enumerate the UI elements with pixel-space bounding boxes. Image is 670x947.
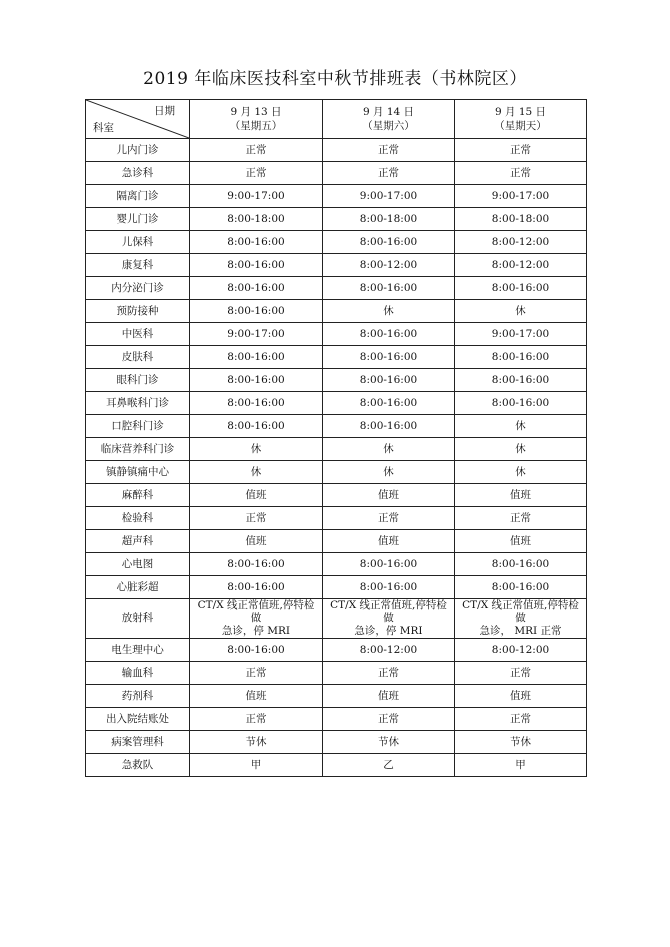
schedule-cell	[190, 599, 323, 639]
schedule-table	[85, 99, 587, 777]
schedule-line: CT/X 线正常值班,停特检做	[330, 599, 447, 624]
dept-cell: 眼科门诊	[86, 369, 190, 392]
schedule-cell: 值班	[323, 484, 455, 507]
schedule-line: 急诊，停 MRI	[221, 625, 291, 637]
schedule-cell: 休	[323, 438, 455, 461]
table-row	[86, 162, 587, 185]
schedule-cell: 值班	[323, 530, 455, 553]
schedule-cell: 节休	[323, 731, 455, 754]
schedule-cell: 值班	[190, 685, 323, 708]
schedule-cell	[323, 599, 455, 639]
schedule-cell: 值班	[455, 484, 587, 507]
schedule-cell: 值班	[190, 484, 323, 507]
schedule-cell: 8:00-18:00	[455, 208, 587, 231]
day-header-3	[455, 100, 587, 139]
schedule-cell: 8:00-18:00	[190, 208, 323, 231]
schedule-cell: 休	[323, 461, 455, 484]
dept-cell: 皮肤科	[86, 346, 190, 369]
schedule-cell: 8:00-16:00	[190, 231, 323, 254]
corner-label-date: 日期	[154, 105, 175, 117]
table-row	[86, 685, 587, 708]
schedule-cell: 正常	[323, 139, 455, 162]
table-row	[86, 754, 587, 777]
schedule-cell: 8:00-16:00	[323, 369, 455, 392]
dept-cell: 耳鼻喉科门诊	[86, 392, 190, 415]
schedule-cell: 休	[455, 438, 587, 461]
schedule-cell: 8:00-16:00	[190, 369, 323, 392]
schedule-cell: 8:00-12:00	[323, 254, 455, 277]
schedule-cell: 8:00-16:00	[190, 392, 323, 415]
schedule-cell: 8:00-16:00	[190, 639, 323, 662]
schedule-cell: 8:00-16:00	[190, 415, 323, 438]
schedule-cell: 休	[455, 461, 587, 484]
day-header-1	[190, 100, 323, 139]
schedule-cell: 正常	[190, 662, 323, 685]
schedule-cell: 正常	[323, 507, 455, 530]
day-date: 9 月 15 日	[494, 106, 547, 118]
dept-cell: 内分泌门诊	[86, 277, 190, 300]
dept-cell: 镇静镇痛中心	[86, 461, 190, 484]
schedule-cell: 8:00-16:00	[190, 553, 323, 576]
corner-header-cell	[86, 100, 190, 139]
schedule-cell: 甲	[190, 754, 323, 777]
schedule-cell: 9:00-17:00	[455, 185, 587, 208]
table-row	[86, 507, 587, 530]
day-weekday: （星期五）	[229, 120, 283, 132]
schedule-cell: 正常	[323, 708, 455, 731]
schedule-cell: 正常	[190, 507, 323, 530]
schedule-cell: 正常	[455, 162, 587, 185]
schedule-cell: 8:00-16:00	[323, 415, 455, 438]
day-header-2	[323, 100, 455, 139]
schedule-cell: 节休	[190, 731, 323, 754]
dept-cell: 检验科	[86, 507, 190, 530]
schedule-cell: 8:00-16:00	[190, 254, 323, 277]
schedule-cell: 正常	[455, 139, 587, 162]
schedule-cell: 正常	[323, 662, 455, 685]
schedule-cell: 8:00-16:00	[190, 300, 323, 323]
dept-cell: 放射科	[86, 599, 190, 639]
table-row	[86, 461, 587, 484]
dept-cell: 婴儿门诊	[86, 208, 190, 231]
dept-cell: 输血科	[86, 662, 190, 685]
schedule-cell: 节休	[455, 731, 587, 754]
table-row	[86, 323, 587, 346]
schedule-cell: 甲	[455, 754, 587, 777]
table-row	[86, 208, 587, 231]
schedule-cell: 正常	[455, 708, 587, 731]
schedule-cell: 8:00-16:00	[323, 346, 455, 369]
schedule-cell: 值班	[455, 685, 587, 708]
table-row	[86, 662, 587, 685]
schedule-cell: 休	[455, 415, 587, 438]
schedule-cell: 8:00-16:00	[323, 553, 455, 576]
day-weekday: （星期六）	[362, 120, 415, 132]
schedule-cell: 8:00-16:00	[323, 231, 455, 254]
schedule-cell: 9:00-17:00	[323, 185, 455, 208]
schedule-cell: 值班	[323, 685, 455, 708]
dept-cell: 康复科	[86, 254, 190, 277]
table-row	[86, 369, 587, 392]
schedule-cell: 8:00-12:00	[455, 254, 587, 277]
table-row	[86, 277, 587, 300]
dept-cell: 中医科	[86, 323, 190, 346]
table-row	[86, 438, 587, 461]
table-row	[86, 254, 587, 277]
schedule-cell: 休	[190, 438, 323, 461]
dept-cell: 急诊科	[86, 162, 190, 185]
schedule-cell: 休	[455, 300, 587, 323]
schedule-cell: 正常	[190, 708, 323, 731]
day-date: 9 月 13 日	[230, 106, 282, 118]
schedule-cell: 8:00-16:00	[455, 553, 587, 576]
dept-cell: 电生理中心	[86, 639, 190, 662]
day-date: 9 月 14 日	[362, 106, 415, 118]
schedule-cell: 休	[323, 300, 455, 323]
schedule-cell: 9:00-17:00	[455, 323, 587, 346]
schedule-cell: 8:00-12:00	[455, 639, 587, 662]
schedule-cell	[455, 599, 587, 639]
schedule-cell: 8:00-16:00	[190, 277, 323, 300]
day-weekday: （星期天）	[494, 120, 547, 132]
schedule-cell: 9:00-17:00	[190, 323, 323, 346]
schedule-cell: 正常	[323, 162, 455, 185]
table-row	[86, 139, 587, 162]
table-row	[86, 484, 587, 507]
schedule-line: 急诊，停 MRI	[354, 625, 423, 637]
schedule-cell: 8:00-18:00	[323, 208, 455, 231]
table-row	[86, 231, 587, 254]
dept-cell: 预防接种	[86, 300, 190, 323]
schedule-cell: 乙	[323, 754, 455, 777]
schedule-cell: 8:00-16:00	[323, 277, 455, 300]
schedule-cell: 8:00-16:00	[323, 392, 455, 415]
schedule-cell: 8:00-16:00	[455, 369, 587, 392]
schedule-cell: 9:00-17:00	[190, 185, 323, 208]
schedule-cell: 值班	[455, 530, 587, 553]
schedule-line: 急诊， MRI 正常	[479, 625, 562, 637]
schedule-cell: 8:00-16:00	[323, 576, 455, 599]
dept-cell: 心脏彩超	[86, 576, 190, 599]
schedule-cell: 正常	[190, 162, 323, 185]
schedule-cell: 正常	[455, 662, 587, 685]
schedule-cell: 正常	[455, 507, 587, 530]
schedule-cell: 8:00-16:00	[190, 576, 323, 599]
dept-cell: 临床营养科门诊	[86, 438, 190, 461]
table-row	[86, 639, 587, 662]
dept-cell: 儿保科	[86, 231, 190, 254]
dept-cell: 麻醉科	[86, 484, 190, 507]
table-row	[86, 346, 587, 369]
corner-label-dept: 科室	[93, 122, 114, 134]
schedule-cell: 8:00-16:00	[455, 277, 587, 300]
dept-cell: 心电图	[86, 553, 190, 576]
dept-cell: 儿内门诊	[86, 139, 190, 162]
table-row	[86, 599, 587, 639]
dept-cell: 急救队	[86, 754, 190, 777]
table-row	[86, 708, 587, 731]
dept-cell: 药剂科	[86, 685, 190, 708]
schedule-line: CT/X 线正常值班,停特检做	[197, 599, 315, 624]
schedule-cell: 8:00-16:00	[190, 346, 323, 369]
page-title: 2019 年临床医技科室中秋节排班表（书林院区）	[143, 69, 527, 89]
schedule-cell: 8:00-16:00	[323, 323, 455, 346]
table-row	[86, 576, 587, 599]
table-row	[86, 553, 587, 576]
dept-cell: 隔离门诊	[86, 185, 190, 208]
dept-cell: 病案管理科	[86, 731, 190, 754]
schedule-cell: 8:00-16:00	[455, 392, 587, 415]
table-row	[86, 415, 587, 438]
schedule-cell: 8:00-16:00	[455, 576, 587, 599]
dept-cell: 超声科	[86, 530, 190, 553]
schedule-cell: 值班	[190, 530, 323, 553]
table-header-row	[86, 100, 587, 139]
schedule-cell: 正常	[190, 139, 323, 162]
table-row	[86, 185, 587, 208]
table-row	[86, 530, 587, 553]
schedule-cell: 8:00-12:00	[323, 639, 455, 662]
schedule-line: CT/X 线正常值班,停特检做	[462, 599, 579, 624]
schedule-cell: 8:00-12:00	[455, 231, 587, 254]
table-row	[86, 392, 587, 415]
dept-cell: 出入院结账处	[86, 708, 190, 731]
table-row	[86, 300, 587, 323]
table-row	[86, 731, 587, 754]
schedule-cell: 8:00-16:00	[455, 346, 587, 369]
schedule-cell: 休	[190, 461, 323, 484]
dept-cell: 口腔科门诊	[86, 415, 190, 438]
